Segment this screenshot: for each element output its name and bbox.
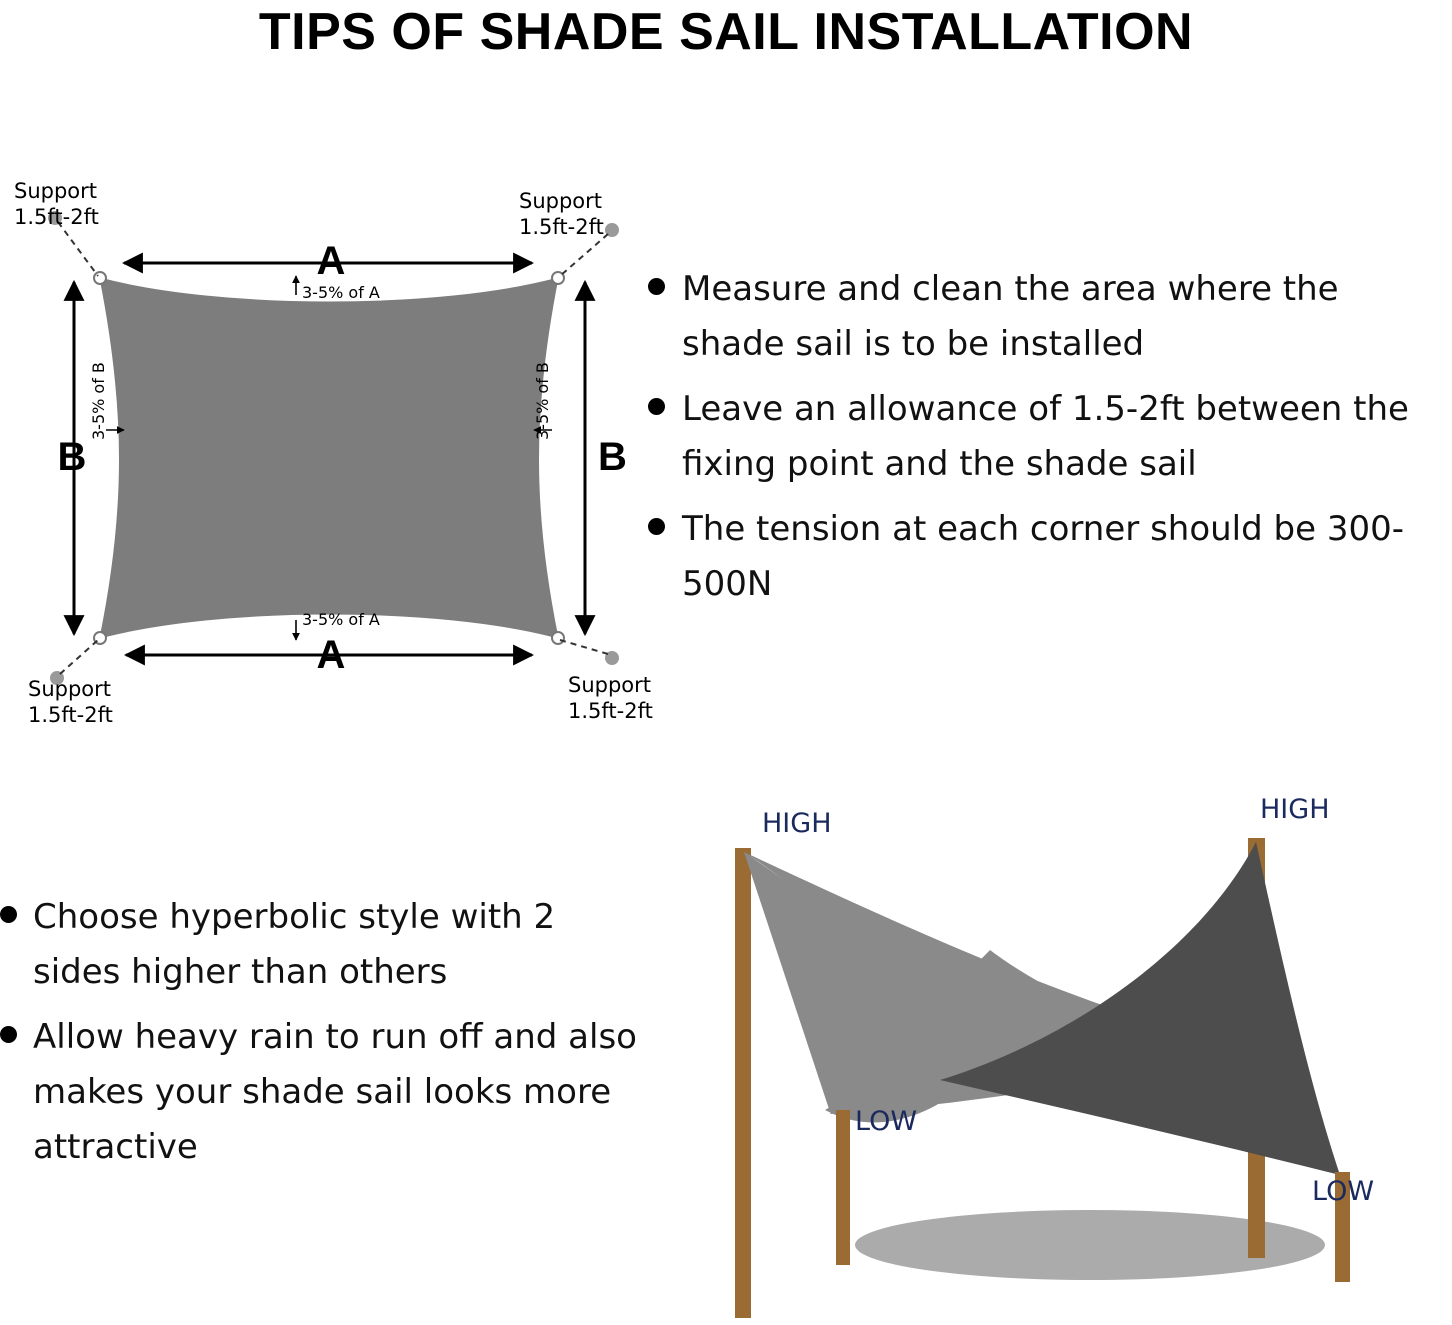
list-item xyxy=(648,502,1448,612)
support-label-top-left-line1: Support xyxy=(14,179,98,203)
page-title: TIPS OF SHADE SAIL INSTALLATION xyxy=(258,3,1194,61)
label-low-right: LOW xyxy=(1312,1176,1375,1207)
label-high-right: HIGH xyxy=(1260,794,1330,825)
tips-list-bottom xyxy=(0,890,640,1185)
label-side-a-top: A xyxy=(316,239,346,283)
bullet-icon xyxy=(0,906,17,923)
support-label-bottom-left-line2: 1.5ft-2ft xyxy=(28,703,113,727)
pole-back-left xyxy=(735,848,751,1318)
support-line xyxy=(60,640,98,674)
support-label-top-left-line2: 1.5ft-2ft xyxy=(14,205,99,229)
list-item xyxy=(648,382,1448,492)
tip-text: Choose hyperbolic style with 2 sides higher than others xyxy=(33,897,556,993)
label-side-a-bottom: A xyxy=(316,633,346,677)
label-side-b-right: B xyxy=(598,435,627,479)
curve-label-right: 3-5% of B xyxy=(533,362,552,440)
tips-list-top xyxy=(648,262,1448,622)
support-label-bottom-left-line1: Support xyxy=(28,677,112,701)
corner-ring-icon xyxy=(552,632,564,644)
label-side-b-left: B xyxy=(57,435,87,479)
rectangular-sail-diagram xyxy=(0,150,660,750)
list-item xyxy=(0,890,640,1000)
label-high-left: HIGH xyxy=(762,808,832,839)
support-line xyxy=(58,222,98,276)
curve-label-left: 3-5% of B xyxy=(89,362,108,440)
support-label-bottom-right-line1: Support xyxy=(568,673,652,697)
curve-label-bottom: 3-5% of A xyxy=(302,610,380,629)
tip-text: Measure and clean the area where the shade sail is to be installed xyxy=(682,269,1339,365)
corner-ring-icon xyxy=(94,272,106,284)
sail-shape xyxy=(100,278,558,638)
tip-text: Leave an allowance of 1.5-2ft between the fixing point and the shade sail xyxy=(682,389,1409,485)
list-item xyxy=(648,262,1448,372)
support-line xyxy=(560,640,608,654)
support-line xyxy=(560,234,608,276)
bullet-icon xyxy=(0,1026,17,1043)
tip-text: Allow heavy rain to run off and also makes your shade sail looks more attractive xyxy=(33,1017,637,1168)
list-item xyxy=(0,1010,640,1175)
support-label-top-right-line2: 1.5ft-2ft xyxy=(519,215,604,239)
support-label-bottom-right-line2: 1.5ft-2ft xyxy=(568,699,653,723)
label-low-left: LOW xyxy=(855,1106,918,1137)
hyperbolic-sail-diagram xyxy=(640,780,1452,1325)
tip-text: The tension at each corner should be 300-500N xyxy=(682,509,1404,605)
bullet-icon xyxy=(648,518,665,535)
pole-front-left xyxy=(836,1110,850,1265)
bullet-icon xyxy=(648,398,665,415)
curve-label-top: 3-5% of A xyxy=(302,283,380,302)
bullet-icon xyxy=(648,278,665,295)
support-label-top-right-line1: Support xyxy=(519,189,603,213)
